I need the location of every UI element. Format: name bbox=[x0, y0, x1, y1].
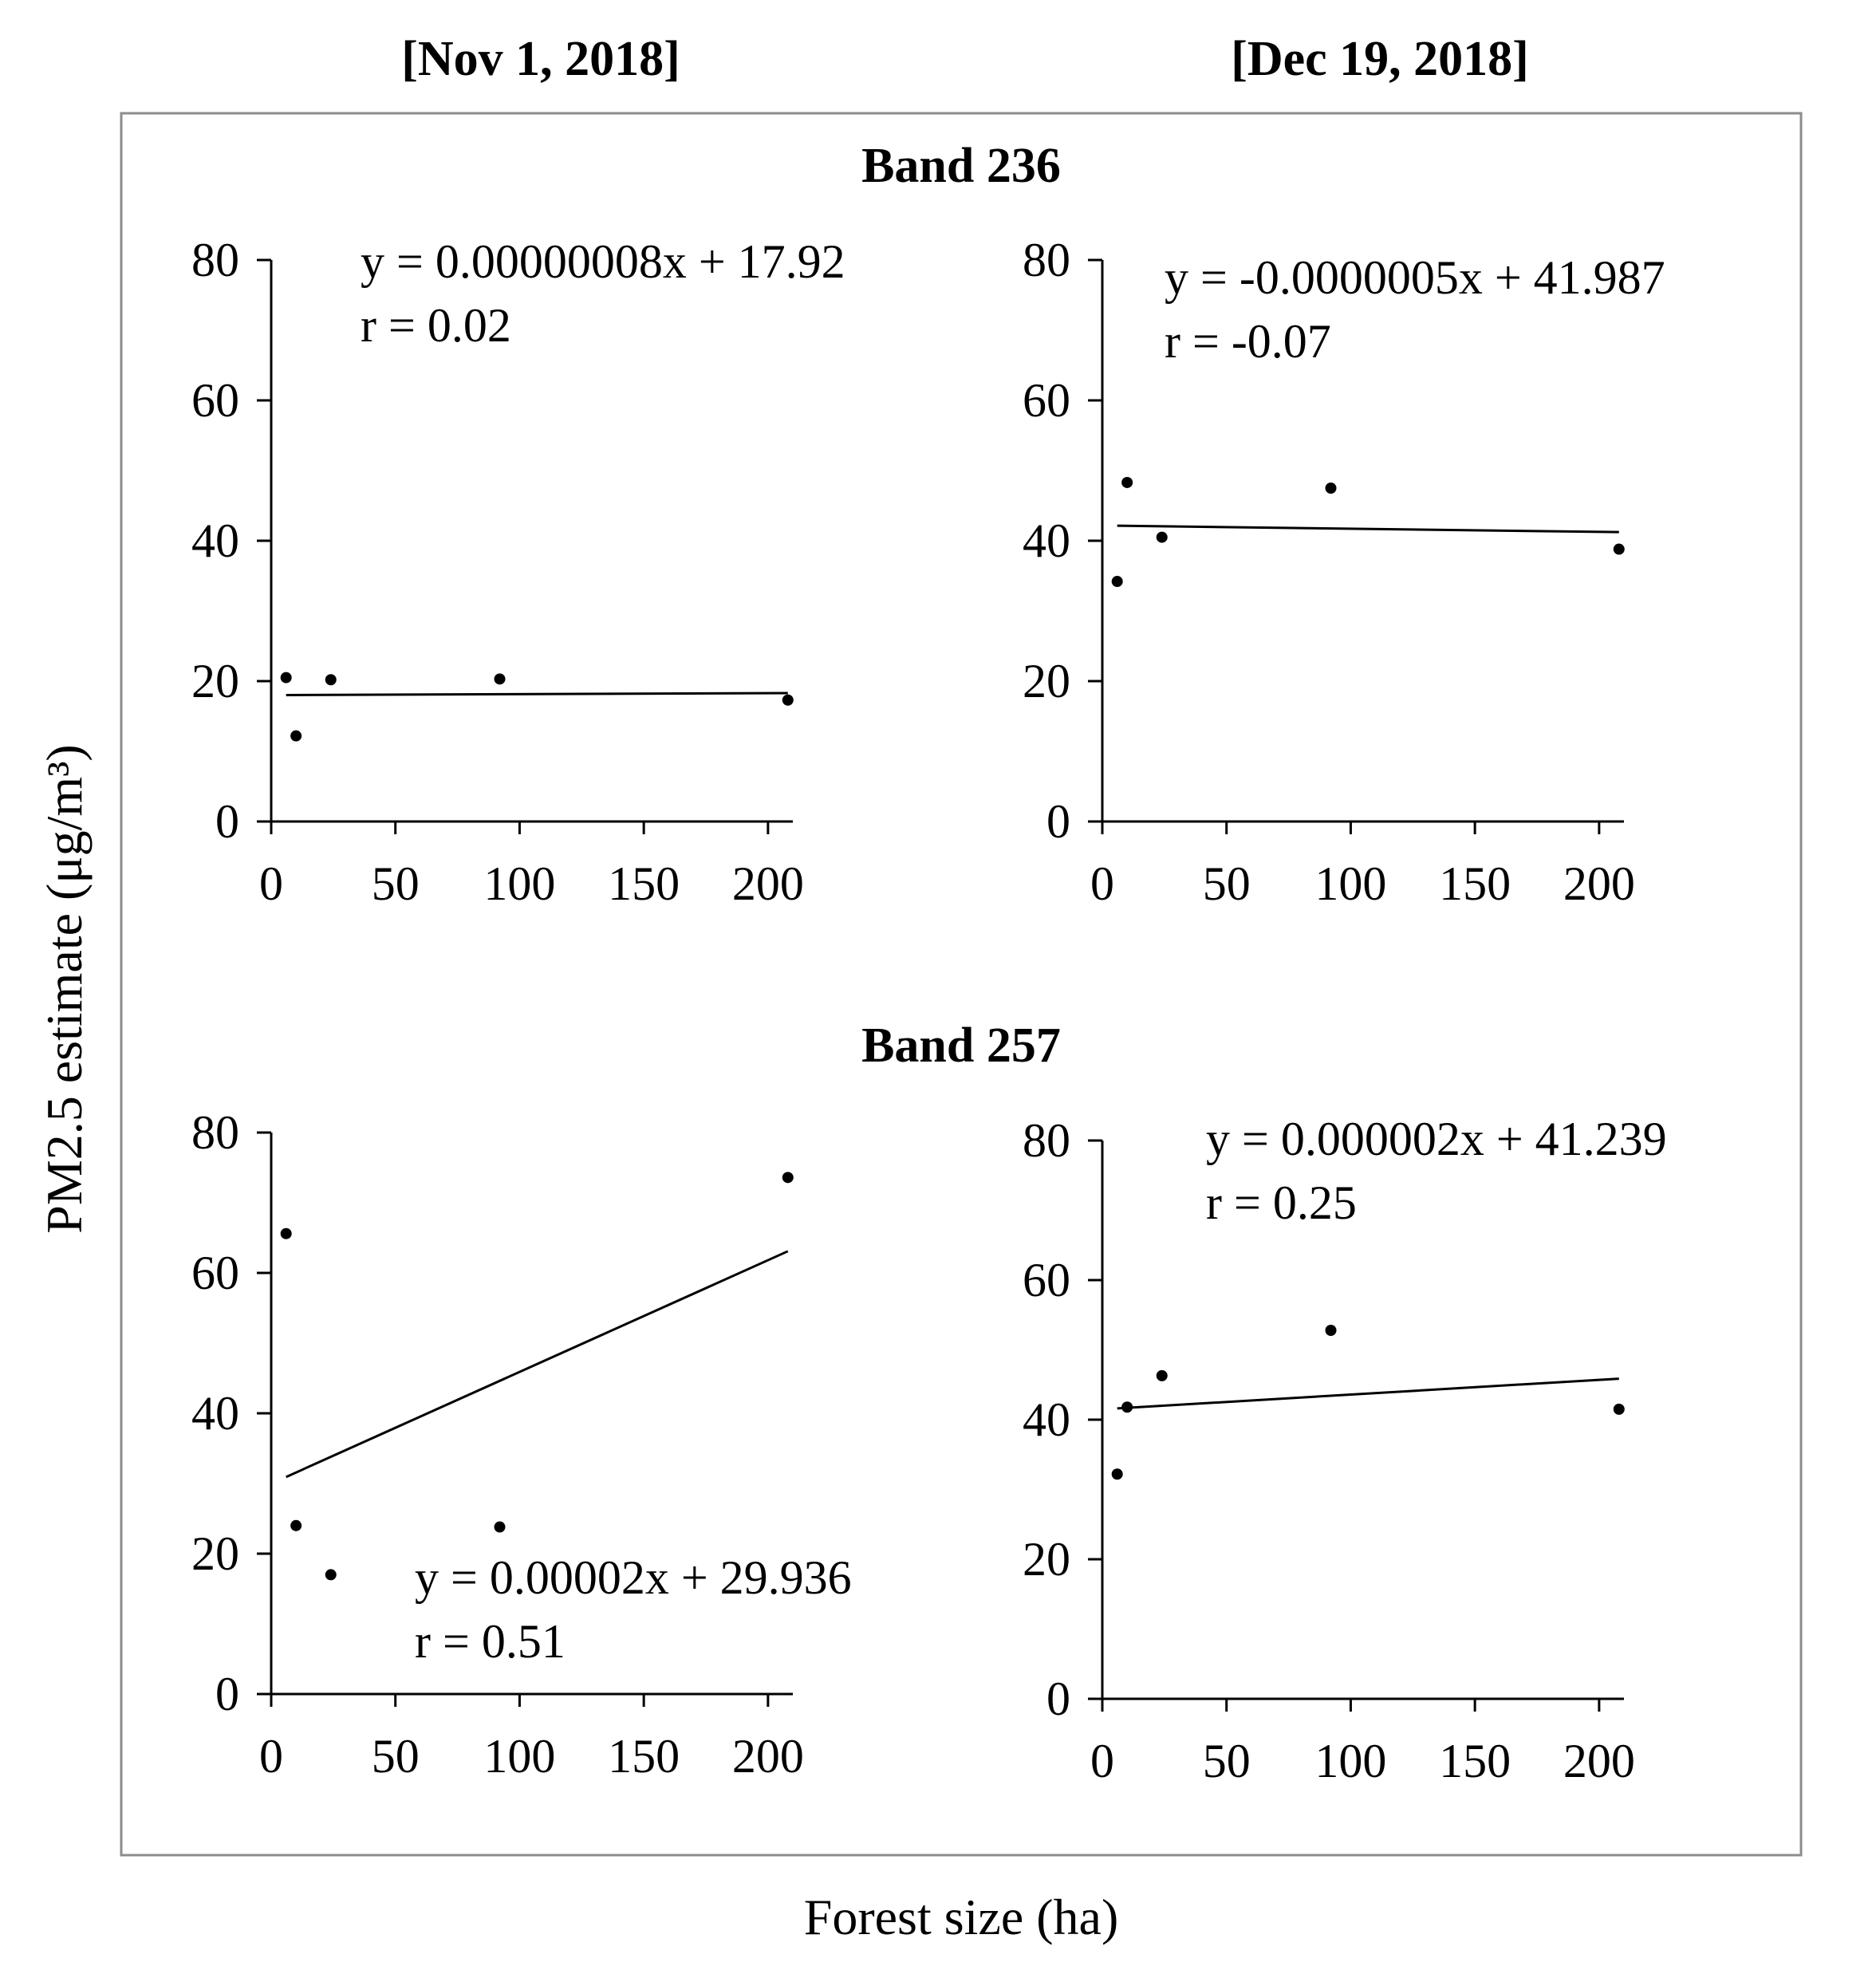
correlation-label: r = -0.07 bbox=[1165, 315, 1331, 368]
y-tick-label: 40 bbox=[1023, 514, 1070, 567]
panel-band236-nov1 bbox=[191, 234, 845, 910]
y-tick-label: 60 bbox=[1023, 374, 1070, 427]
x-tick-label: 50 bbox=[1202, 857, 1251, 910]
x-tick-label: 0 bbox=[259, 857, 283, 910]
regression-equation: y = -0.0000005x + 41.987 bbox=[1165, 251, 1665, 304]
y-tick-label: 20 bbox=[1023, 655, 1070, 707]
x-tick-label: 100 bbox=[483, 857, 556, 910]
y-tick-label: 0 bbox=[215, 795, 239, 848]
y-tick-label: 40 bbox=[191, 1387, 239, 1440]
x-tick-label: 200 bbox=[1563, 857, 1635, 910]
data-point bbox=[1614, 544, 1625, 555]
x-tick-label: 0 bbox=[259, 1730, 283, 1783]
regression-equation: y = 0.00000008x + 17.92 bbox=[361, 235, 845, 288]
band-title-top: Band 236 bbox=[861, 139, 1061, 193]
column-title-left: [Nov 1, 2018] bbox=[401, 32, 680, 86]
regression-equation: y = 0.00002x + 29.936 bbox=[415, 1551, 852, 1604]
panel-band236-dec19 bbox=[1023, 234, 1665, 910]
data-point bbox=[1326, 1325, 1337, 1336]
data-point bbox=[1121, 1401, 1133, 1412]
data-point bbox=[1121, 477, 1133, 488]
y-axis-label: PM2.5 estimate (μg/m³) bbox=[36, 744, 93, 1234]
x-tick-label: 200 bbox=[731, 857, 804, 910]
data-point bbox=[325, 674, 337, 685]
x-tick-label: 50 bbox=[371, 1730, 420, 1783]
x-tick-label: 0 bbox=[1090, 1735, 1114, 1787]
panel-band257-dec19 bbox=[1023, 1113, 1667, 1787]
band-title-bottom: Band 257 bbox=[861, 1018, 1061, 1073]
x-tick-label: 150 bbox=[1439, 1735, 1511, 1787]
x-tick-label: 50 bbox=[371, 857, 420, 910]
trendline bbox=[1117, 1379, 1619, 1409]
y-tick-label: 20 bbox=[1023, 1533, 1070, 1586]
data-point bbox=[290, 1520, 302, 1531]
x-tick-label: 100 bbox=[1314, 1735, 1387, 1787]
trendline bbox=[1117, 526, 1619, 532]
data-point bbox=[495, 673, 506, 684]
y-tick-label: 60 bbox=[191, 1247, 239, 1299]
y-tick-label: 60 bbox=[191, 374, 239, 427]
data-point bbox=[281, 1228, 292, 1239]
x-tick-label: 0 bbox=[1090, 857, 1114, 910]
data-point bbox=[1112, 576, 1123, 587]
figure-frame bbox=[121, 113, 1801, 1855]
column-title-right: [Dec 19, 2018] bbox=[1231, 32, 1529, 86]
x-tick-label: 150 bbox=[1439, 857, 1511, 910]
correlation-label: r = 0.25 bbox=[1206, 1176, 1357, 1229]
y-tick-label: 40 bbox=[1023, 1393, 1070, 1446]
data-point bbox=[325, 1569, 337, 1580]
x-tick-label: 50 bbox=[1202, 1735, 1251, 1787]
correlation-label: r = 0.51 bbox=[415, 1615, 566, 1668]
data-point bbox=[495, 1522, 506, 1533]
data-point bbox=[1157, 532, 1168, 543]
y-tick-label: 0 bbox=[1046, 795, 1070, 848]
y-tick-label: 0 bbox=[1046, 1673, 1070, 1725]
data-point bbox=[1326, 483, 1337, 494]
y-tick-label: 40 bbox=[191, 514, 239, 567]
x-tick-label: 200 bbox=[731, 1730, 804, 1783]
panel-band257-nov1 bbox=[191, 1106, 852, 1783]
data-point bbox=[1112, 1468, 1123, 1479]
data-point bbox=[782, 695, 794, 706]
y-tick-label: 20 bbox=[191, 1527, 239, 1580]
regression-equation: y = 0.000002x + 41.239 bbox=[1206, 1113, 1667, 1165]
trendline bbox=[286, 1251, 788, 1477]
x-tick-label: 150 bbox=[608, 857, 680, 910]
y-tick-label: 20 bbox=[191, 655, 239, 707]
data-point bbox=[782, 1172, 794, 1183]
x-tick-label: 150 bbox=[608, 1730, 680, 1783]
data-point bbox=[1157, 1370, 1168, 1381]
x-tick-label: 200 bbox=[1563, 1735, 1635, 1787]
trendline bbox=[286, 693, 788, 695]
correlation-label: r = 0.02 bbox=[361, 299, 511, 352]
x-axis-label: Forest size (ha) bbox=[803, 1889, 1119, 1945]
y-tick-label: 80 bbox=[1023, 1114, 1070, 1167]
x-tick-label: 100 bbox=[1314, 857, 1387, 910]
y-tick-label: 0 bbox=[215, 1668, 239, 1720]
y-tick-label: 80 bbox=[1023, 234, 1070, 286]
data-point bbox=[1614, 1404, 1625, 1415]
data-point bbox=[281, 672, 292, 684]
data-point bbox=[290, 731, 302, 742]
y-tick-label: 60 bbox=[1023, 1254, 1070, 1306]
y-tick-label: 80 bbox=[191, 234, 239, 286]
y-tick-label: 80 bbox=[191, 1106, 239, 1159]
x-tick-label: 100 bbox=[483, 1730, 556, 1783]
